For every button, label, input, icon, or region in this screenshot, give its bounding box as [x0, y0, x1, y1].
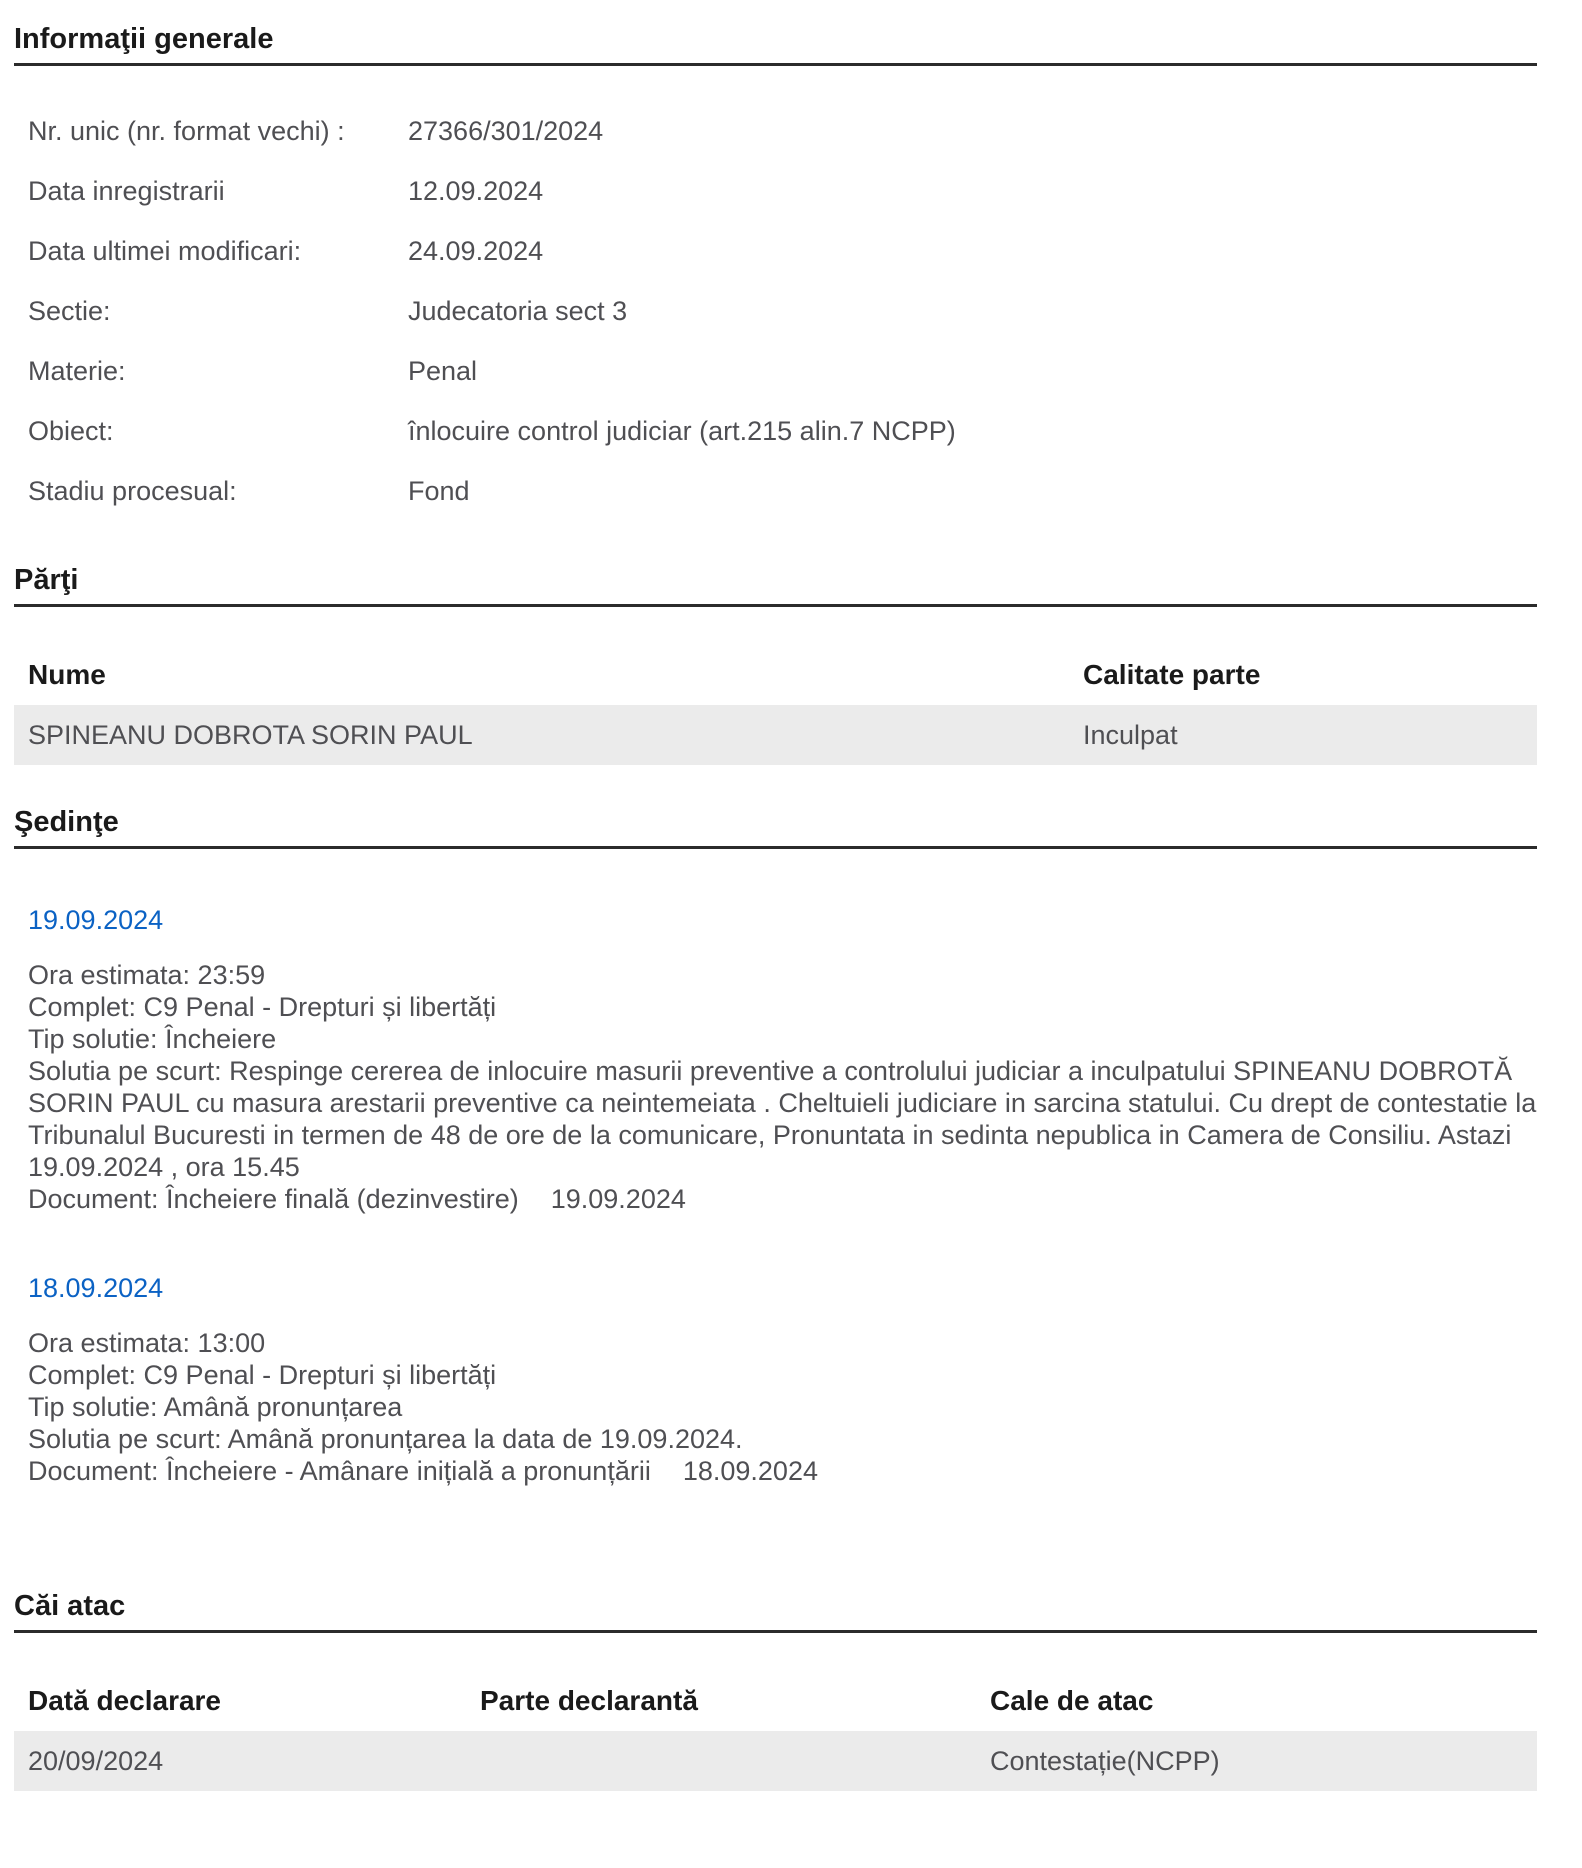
- hearing-details: [28, 1327, 1537, 1487]
- hearing-date-link[interactable]: 19.09.2024: [28, 905, 164, 935]
- info-value: Penal: [408, 355, 478, 386]
- section-title-sedinte: Şedinţe: [14, 805, 1537, 849]
- hearing-date-link[interactable]: 18.09.2024: [28, 1273, 164, 1303]
- column-header-data-declarare: Dată declarare: [28, 1685, 222, 1716]
- hearing-document: Document: Încheiere - Amânare inițială a pronunțării: [28, 1456, 651, 1486]
- hearings-list: [14, 903, 1537, 1487]
- appeal-date: 20/09/2024: [28, 1745, 164, 1776]
- info-label: Obiect:: [28, 415, 114, 446]
- info-value: Fond: [408, 475, 470, 506]
- info-value: 27366/301/2024: [408, 115, 604, 146]
- info-row-sectie: [14, 281, 1537, 341]
- info-label: Stadiu procesual:: [28, 475, 237, 506]
- hearing-details: [28, 959, 1537, 1215]
- bottom-spacer: [14, 1791, 1537, 1835]
- table-row-party: [14, 705, 1537, 765]
- case-detail-page: [14, 22, 1537, 1835]
- hearing-tip-solutie: Tip solutie: Amână pronunțarea: [28, 1392, 403, 1422]
- hearing-entry: [28, 903, 1537, 1215]
- hearing-ora-estimata: Ora estimata: 13:00: [28, 1328, 266, 1358]
- hearing-document-line: [28, 1183, 1537, 1215]
- hearing-document-line: [28, 1455, 1537, 1487]
- hearing-document-date: 19.09.2024: [550, 1184, 686, 1214]
- hearing-solutie-pe-scurt: Solutia pe scurt: Amână pronunțarea la data de 19.09.2024.: [28, 1424, 743, 1454]
- info-value: Judecatoria sect 3: [408, 295, 628, 326]
- info-label: Data inregistrarii: [28, 175, 225, 206]
- hearing-tip-solutie: Tip solutie: Încheiere: [28, 1024, 277, 1054]
- section-title-cai-atac: Căi atac: [14, 1589, 1537, 1633]
- section-title-informatii-generale: Informaţii generale: [14, 22, 1537, 66]
- info-row-stadiu-procesual: [14, 461, 1537, 521]
- info-row-obiect: [14, 401, 1537, 461]
- info-label: Sectie:: [28, 295, 111, 326]
- general-info-list: [14, 101, 1537, 521]
- cai-atac-table: [14, 1671, 1537, 1791]
- hearing-complet: Complet: C9 Penal - Drepturi și libertăți: [28, 992, 497, 1022]
- appeal-type: Contestație(NCPP): [990, 1745, 1220, 1776]
- party-name: SPINEANU DOBROTA SORIN PAUL: [28, 719, 473, 750]
- hearing-entry: [28, 1271, 1537, 1487]
- info-value: 24.09.2024: [408, 235, 544, 266]
- hearing-document: Document: Încheiere finală (dezinvestire): [28, 1184, 519, 1214]
- table-row-appeal: [14, 1731, 1537, 1791]
- info-row-data-ultimei-modificari: [14, 221, 1537, 281]
- info-value: înlocuire control judiciar (art.215 alin.7 NCPP): [408, 415, 956, 446]
- column-header-cale-de-atac: Cale de atac: [990, 1685, 1154, 1716]
- cai-atac-table-header: [14, 1671, 1537, 1731]
- info-label: Data ultimei modificari:: [28, 235, 302, 266]
- column-header-nume: Nume: [28, 659, 106, 690]
- parti-table-header: [14, 645, 1537, 705]
- hearing-complet: Complet: C9 Penal - Drepturi și libertăți: [28, 1360, 497, 1390]
- column-header-calitate-parte: Calitate parte: [1083, 659, 1261, 690]
- hearing-document-date: 18.09.2024: [682, 1456, 818, 1486]
- info-row-nr-unic: [14, 101, 1537, 161]
- hearing-solutie-pe-scurt: Solutia pe scurt: Respinge cererea de inlocuire masurii preventive a controlului judiciar a inculpatului SPINEANU DOBROTĂ SORIN PAUL cu masura arestarii preventive ca neintemeiata . Cheltuieli judiciare in sarcina statului. Cu drept de contestatie la Tribunalul Bucuresti in termen de 48 de ore de la comunicare, Pronuntata in sedinta nepublica in Camera de Consiliu. Astazi 19.09.2024 , ora 15.45: [28, 1056, 1537, 1182]
- parti-table: [14, 645, 1537, 765]
- section-title-parti: Părţi: [14, 563, 1537, 607]
- info-row-materie: [14, 341, 1537, 401]
- hearing-ora-estimata: Ora estimata: 23:59: [28, 960, 266, 990]
- info-label: Materie:: [28, 355, 126, 386]
- info-value: 12.09.2024: [408, 175, 544, 206]
- info-row-data-inregistrarii: [14, 161, 1537, 221]
- column-header-parte-declaranta: Parte declarantă: [480, 1685, 698, 1716]
- info-label: Nr. unic (nr. format vechi) :: [28, 115, 345, 146]
- party-role: Inculpat: [1083, 719, 1178, 750]
